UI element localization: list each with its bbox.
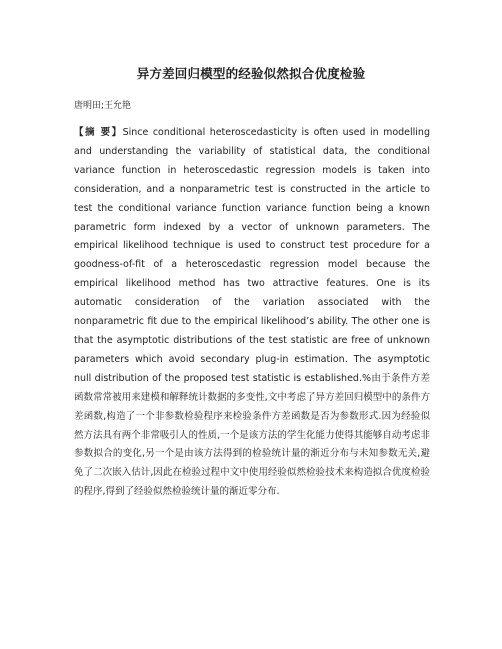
paper-authors: 唐明田;王允艳 <box>74 101 132 111</box>
paper-title: 异方差回归模型的经验似然拟合优度检验 <box>136 66 366 81</box>
abstract-text: Since conditional heteroscedasticity is often used in modelling and understanding the variability of statistical data, the conditional variance function in heteroscedastic regression models is taken into consideration, and a nonparametric test is constructed in the article to test the conditional variance function variance function being a known parametric form indexed by a vector of unknown parameters. The empirical likelihood technique is used to construct test procedure for a goodness-of-fit of a heteroscedastic regression model because the empirical likelihood method has two attractive features. One is its automatic consideration of the variation associated with the nonparametric fit due to the empirical likelihood’s ability. The other one is that the asymptotic distributions of the test statistic are free of unknown parameters which avoid secondary plug-in estimation. The asymptotic null distribution of the proposed test statistic is established.%由于条件方差函数常常被用来建模和解释统计数据的多变性,文中考虑了异方差回归模型中的条件方差函数,构造了一个非参数检验程序来检验条件方差函数是否为参数形式.因为经验似然方法具有两个非常吸引人的性质,一个是该方法的学生化能力使得其能够自动考虑非参数拟合的变化,另一个是由该方法得到的检验统计量的渐近分布与未知参数无关,避免了二次嵌入估计,因此在检验过程中文中使用经验似然检验技术来构造拟合优度检验的程序,得到了经验似然检验统计量的渐近零分布. <box>74 127 430 498</box>
abstract-paragraph <box>74 124 430 502</box>
abstract-label: 【摘 要】 <box>74 127 123 138</box>
